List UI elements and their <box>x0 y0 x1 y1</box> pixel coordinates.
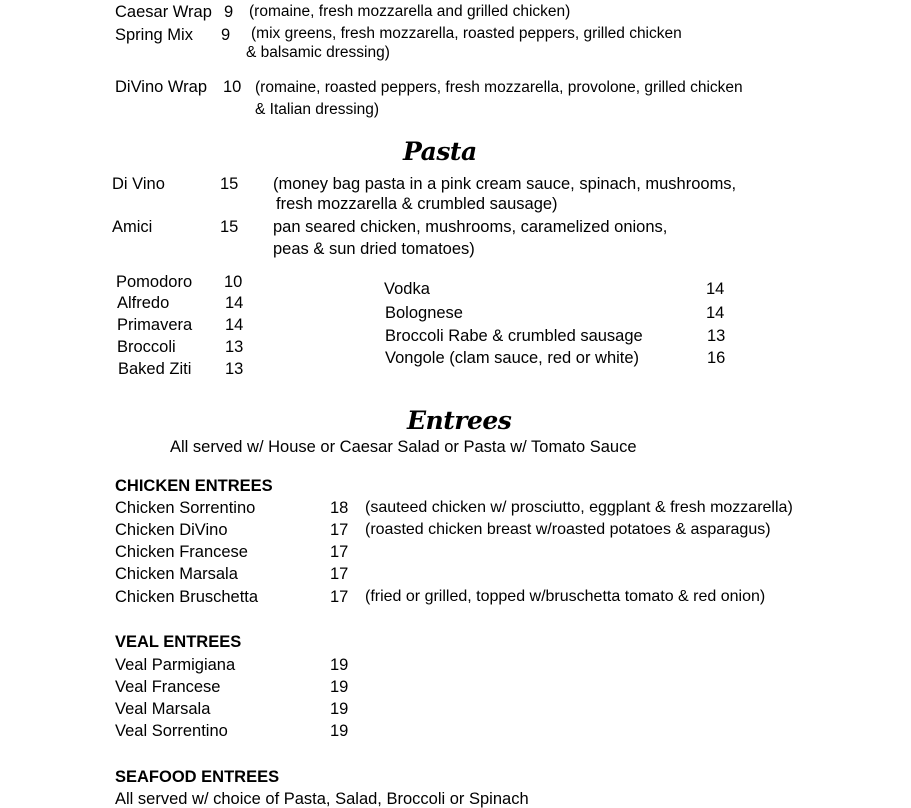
item-name: Chicken DiVino <box>115 521 228 539</box>
pasta-heading: Pasta <box>403 137 477 166</box>
item-price: 17 <box>330 543 349 561</box>
item-price: 13 <box>225 338 244 356</box>
item-name: Broccoli Rabe & crumbled sausage <box>385 327 643 345</box>
item-description: (fried or grilled, topped w/bruschetta tomato & red onion) <box>365 588 766 605</box>
item-description: peas & sun dried tomatoes) <box>273 240 475 258</box>
item-price: 17 <box>330 588 349 606</box>
item-name: Amici <box>112 218 153 236</box>
item-price: 10 <box>223 78 242 96</box>
item-name: Vongole (clam sauce, red or white) <box>385 349 640 367</box>
item-price: 18 <box>330 499 349 517</box>
item-price: 14 <box>225 294 244 312</box>
item-price: 17 <box>330 565 349 583</box>
item-name: Veal Sorrentino <box>115 722 228 740</box>
entrees-heading: Entrees <box>407 406 512 435</box>
item-name: Chicken Sorrentino <box>115 499 256 517</box>
item-name: Veal Parmigiana <box>115 656 236 674</box>
seafood-note: All served w/ choice of Pasta, Salad, Broccoli or Spinach <box>115 790 529 808</box>
item-price: 9 <box>224 3 234 21</box>
item-description: (romaine, fresh mozzarella and grilled chicken) <box>249 3 571 20</box>
item-price: 19 <box>330 700 349 718</box>
item-price: 19 <box>330 656 349 674</box>
item-name: Caesar Wrap <box>115 3 212 21</box>
item-price: 19 <box>330 678 349 696</box>
item-description: fresh mozzarella & crumbled sausage) <box>276 195 558 213</box>
item-price: 13 <box>707 327 726 345</box>
chicken-section-title: CHICKEN ENTREES <box>115 477 273 495</box>
item-name: DiVino Wrap <box>115 78 208 96</box>
item-price: 14 <box>706 304 725 322</box>
item-name: Pomodoro <box>116 273 193 291</box>
item-price: 15 <box>220 218 239 236</box>
item-description: & balsamic dressing) <box>246 44 390 61</box>
item-price: 13 <box>225 360 244 378</box>
entrees-note: All served w/ House or Caesar Salad or Pasta w/ Tomato Sauce <box>170 438 637 456</box>
item-description: pan seared chicken, mushrooms, caramelized onions, <box>273 218 668 236</box>
item-description: (money bag pasta in a pink cream sauce, spinach, mushrooms, <box>273 175 737 193</box>
item-price: 14 <box>225 316 244 334</box>
seafood-section-title: SEAFOOD ENTREES <box>115 768 280 786</box>
item-name: Veal Marsala <box>115 700 211 718</box>
item-price: 10 <box>224 273 243 291</box>
item-price: 9 <box>221 26 231 44</box>
item-name: Chicken Marsala <box>115 565 238 583</box>
item-price: 15 <box>220 175 239 193</box>
item-price: 16 <box>707 349 726 367</box>
item-price: 14 <box>706 280 725 298</box>
item-price: 19 <box>330 722 349 740</box>
item-name: Baked Ziti <box>118 360 192 378</box>
item-description: (roasted chicken breast w/roasted potatoes & asparagus) <box>365 521 771 538</box>
veal-section-title: VEAL ENTREES <box>115 633 242 651</box>
item-name: Spring Mix <box>115 26 193 44</box>
item-description: & Italian dressing) <box>255 101 380 118</box>
item-name: Broccoli <box>117 338 176 356</box>
item-name: Bolognese <box>385 304 463 322</box>
item-name: Veal Francese <box>115 678 221 696</box>
item-name: Chicken Francese <box>115 543 248 561</box>
item-name: Chicken Bruschetta <box>115 588 259 606</box>
item-name: Vodka <box>384 280 430 298</box>
item-description: (sauteed chicken w/ prosciutto, eggplant & fresh mozzarella) <box>365 499 793 516</box>
item-description: (romaine, roasted peppers, fresh mozzarella, provolone, grilled chicken <box>255 79 743 96</box>
item-name: Alfredo <box>117 294 170 312</box>
item-description: (mix greens, fresh mozzarella, roasted peppers, grilled chicken <box>251 25 682 42</box>
item-price: 17 <box>330 521 349 539</box>
item-name: Di Vino <box>112 175 165 193</box>
item-name: Primavera <box>117 316 193 334</box>
